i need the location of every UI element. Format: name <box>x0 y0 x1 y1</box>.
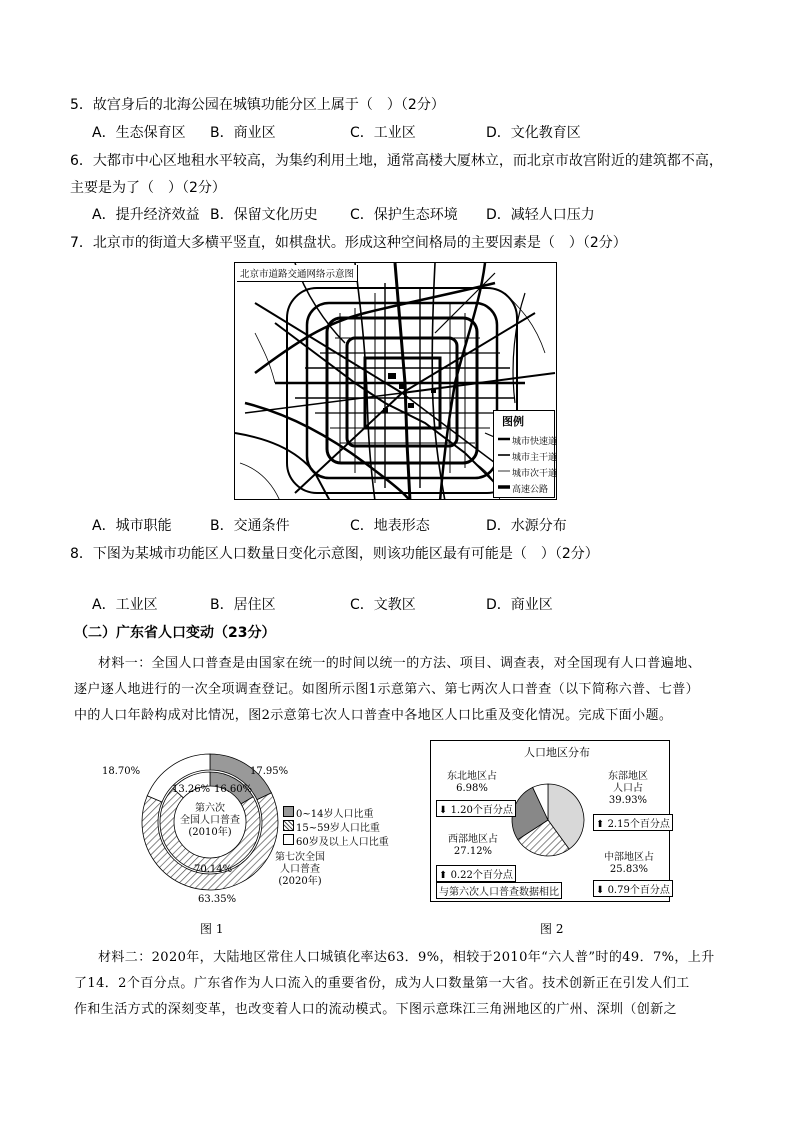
material2-line2: 了14．2个百分点。广东省作为人口流入的重要省份，成为人口数量第一大省。技术创新正在引发人们工 <box>74 976 690 991</box>
q7-option-d: D．水源分布 <box>486 518 567 534</box>
fig1-legend-swatch-mid <box>283 820 294 831</box>
fig2-label-northeast: 东北地区占 6.98% <box>447 771 497 794</box>
fig1-label-outer-mid: 63.35% <box>198 894 237 905</box>
fig1-legend-swatch-young <box>283 806 294 817</box>
q8-option-d: D．商业区 <box>486 597 553 613</box>
fig1-label-inner-old: 13.26% <box>172 784 211 795</box>
fig2-title: 人口地区分布 <box>524 746 590 759</box>
q5-option-a: A．生态保育区 <box>92 125 186 141</box>
question-7-stem: 7．北京市的街道大多横平竖直，如棋盘状。形成这种空间格局的主要因素是（ ）（2分） <box>70 235 627 251</box>
q7-option-c: C．地表形态 <box>350 518 430 534</box>
fig1-label-inner-mid: 70.14% <box>194 864 233 875</box>
fig2-label-west: 西部地区占 27.12% <box>448 834 498 857</box>
map-legend-title: 图例 <box>502 415 524 428</box>
material1-line2: 逐户逐人地进行的一次全项调查登记。如图所示图1示意第六、第七两次人口普查（以下简称六普、七普） <box>74 682 700 697</box>
fig1-legend-old: 60岁及以上人口比重 <box>296 837 389 848</box>
q6-option-c: C．保护生态环境 <box>350 207 458 223</box>
legend-item-highway: 高速公路 <box>512 485 549 495</box>
map-legend <box>493 410 558 498</box>
q8-option-b: B．居住区 <box>210 597 276 613</box>
q6-option-d: D．减轻人口压力 <box>486 207 595 223</box>
fig2-change-west: ⬆ 0.22个百分点 <box>436 865 516 882</box>
fig2-compare-note: 与第六次人口普查数据相比 <box>436 882 562 899</box>
section-2-heading: （二）广东省人口变动（23分） <box>74 625 276 641</box>
q6-option-a: A．提升经济效益 <box>92 207 200 223</box>
legend-item-arterial: 城市主干道 <box>512 453 558 463</box>
fig1-caption: 图 1 <box>200 922 224 936</box>
legend-item-expressway: 城市快速道 <box>512 437 558 447</box>
fig1-label-outer-old: 18.70% <box>102 766 141 777</box>
q5-option-b: B．商业区 <box>210 125 276 141</box>
q7-option-a: A．城市职能 <box>92 518 172 534</box>
q6-option-b: B．保留文化历史 <box>210 207 318 223</box>
q8-option-c: C．文教区 <box>350 597 416 613</box>
fig2-change-northeast: ⬇ 1.20个百分点 <box>436 800 516 817</box>
fig1-legend-young: 0~14岁人口比重 <box>296 809 374 820</box>
fig2-pie-chart <box>508 780 588 860</box>
fig1-outer-ring-label: 第七次全国 人口普查 (2020年) <box>275 852 325 887</box>
legend-item-secondary: 城市次干道 <box>512 469 558 479</box>
question-8-stem: 8．下图为某城市功能区人口数量日变化示意图，则该功能区最有可能是（ ）（2分） <box>70 546 599 562</box>
q7-option-b: B．交通条件 <box>210 518 290 534</box>
fig2-label-east: 东部地区 人口占 39.93% <box>608 771 648 806</box>
fig1-label-inner-young: 16.60% <box>214 784 253 795</box>
material2-line1: 材料二：2020年，大陆地区常住人口城镇化率达63．9%，相较于2010年“六人普”时的49．7%，上升 <box>98 950 715 965</box>
map-legend-swatches <box>497 433 511 497</box>
q8-option-a: A．工业区 <box>92 597 158 613</box>
fig2-change-central: ⬇ 0.79个百分点 <box>593 880 673 897</box>
question-6-stem-line1: 6．大都市中心区地租水平较高，为集约利用土地，通常高楼大厦林立，而北京市故宫附近的建筑都不高， <box>70 153 723 169</box>
question-6-stem-line2: 主要是为了（ ）（2分） <box>70 180 226 196</box>
fig1-center-label: 第六次 全国人口普查 (2010年) <box>180 803 240 838</box>
map-title: 北京市道路交通网络示意图 <box>237 265 358 282</box>
material1-line3: 中的人口年龄构成对比情况，图2示意第七次人口普查中各地区人口比重及变化情况。完成下面小题。 <box>74 708 673 723</box>
question-5-stem: 5．故宫身后的北海公园在城镇功能分区上属于（ ）（2分） <box>70 97 445 113</box>
fig1-legend-swatch-old <box>283 834 294 845</box>
material1-line1: 材料一：全国人口普查是由国家在统一的时间以统一的方法、项目、调查表，对全国现有人口普遍地、 <box>98 656 702 671</box>
fig2-label-central: 中部地区占 25.83% <box>604 852 654 875</box>
material2-line3: 作和生活方式的深刻变革，也改变着人口的流动模式。下图示意珠江三角洲地区的广州、深圳（创新之 <box>74 1002 678 1017</box>
fig1-label-outer-young: 17.95% <box>250 766 289 777</box>
fig2-change-east: ⬆ 2.15个百分点 <box>593 814 673 831</box>
q5-option-c: C．工业区 <box>350 125 416 141</box>
fig2-caption: 图 2 <box>540 922 564 936</box>
q5-option-d: D．文化教育区 <box>486 125 581 141</box>
fig1-legend-mid: 15~59岁人口比重 <box>296 823 380 834</box>
